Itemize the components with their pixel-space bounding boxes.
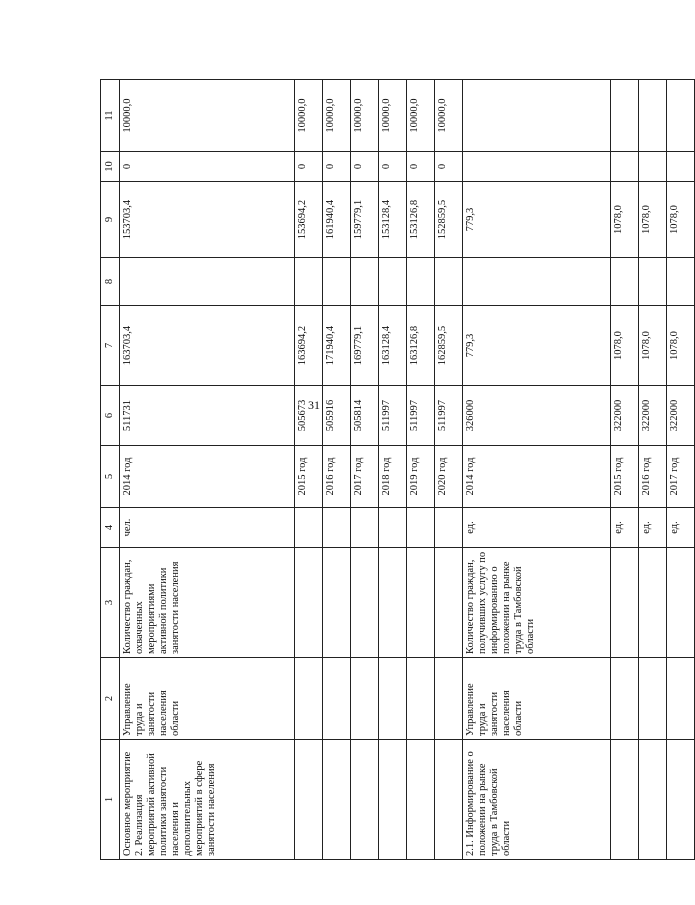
table-cell-c9: 152859,5 — [435, 182, 463, 258]
table-cell-c8 — [323, 258, 351, 306]
table-cell-c5: 2016 год — [639, 446, 667, 508]
table-cell-c1: 2.1. Информирование о положении на рынке труда в Тамбовской области — [463, 740, 611, 860]
table-cell-c3 — [667, 548, 695, 658]
table-cell-c6: 322000 — [667, 386, 695, 446]
table-cell-c1 — [639, 740, 667, 860]
col-header: 8 — [101, 258, 120, 306]
table-cell-c6: 511997 — [407, 386, 435, 446]
table-cell-c1 — [435, 740, 463, 860]
table-cell-c1 — [379, 740, 407, 860]
table-cell-c6: 505673 — [295, 386, 323, 446]
table-cell-c6: 511997 — [379, 386, 407, 446]
table-cell-c7: 779,3 — [463, 306, 611, 386]
table-cell-c6: 505916 — [323, 386, 351, 446]
table-cell-c9: 153703,4 — [120, 182, 295, 258]
table-cell-c11 — [639, 80, 667, 152]
table-cell-c5: 2015 год — [295, 446, 323, 508]
table-cell-c8 — [407, 258, 435, 306]
table-cell-c9: 161940,4 — [323, 182, 351, 258]
table-row — [639, 80, 667, 860]
table-cell-c11: 10000,0 — [351, 80, 379, 152]
table-cell-c1 — [295, 740, 323, 860]
table-cell-c3 — [407, 548, 435, 658]
table-cell-c7: 1078,0 — [639, 306, 667, 386]
table-cell-c11 — [463, 80, 611, 152]
table-cell-c8 — [611, 258, 639, 306]
table-cell-c8 — [120, 258, 295, 306]
table-cell-c2 — [667, 658, 695, 740]
table-cell-c11: 10000,0 — [379, 80, 407, 152]
table-cell-c2 — [435, 658, 463, 740]
rotated-table-sheet — [100, 80, 680, 860]
table-cell-c4: ед. — [611, 508, 639, 548]
table-cell-c1: Основное мероприятие 2. Реализация мероприятий активной политики занятости населения и дополнительных мероприятий в сфере занятости населения — [120, 740, 295, 860]
table-cell-c11 — [667, 80, 695, 152]
table-row — [407, 80, 435, 860]
table-cell-c11: 10000,0 — [407, 80, 435, 152]
table-cell-c11: 10000,0 — [295, 80, 323, 152]
table-cell-c11 — [611, 80, 639, 152]
table-cell-c10: 0 — [379, 152, 407, 182]
col-header: 9 — [101, 182, 120, 258]
table-cell-c5: 2020 год — [435, 446, 463, 508]
table-row — [323, 80, 351, 860]
table-cell-c8 — [435, 258, 463, 306]
table-cell-c7: 163703,4 — [120, 306, 295, 386]
table-cell-c3 — [379, 548, 407, 658]
table-cell-c10: 0 — [435, 152, 463, 182]
table-cell-c6: 322000 — [611, 386, 639, 446]
table-cell-c1 — [323, 740, 351, 860]
table-cell-c7: 1078,0 — [667, 306, 695, 386]
table-cell-c8 — [463, 258, 611, 306]
table-row — [463, 80, 611, 860]
table-cell-c5: 2014 год — [120, 446, 295, 508]
table-cell-c2 — [379, 658, 407, 740]
table-cell-c5: 2017 год — [351, 446, 379, 508]
budget-table — [100, 79, 695, 860]
table-cell-c9: 159779,1 — [351, 182, 379, 258]
table-cell-c2: Управление труда и занятости населения области — [463, 658, 611, 740]
table-cell-c3: Количество граждан, получивших услугу по информированию о положении на рынке труда в Тамбовской области — [463, 548, 611, 658]
table-row — [295, 80, 323, 860]
table-cell-c1 — [351, 740, 379, 860]
col-header: 11 — [101, 80, 120, 152]
table-cell-c6: 511731 — [120, 386, 295, 446]
table-row — [379, 80, 407, 860]
table-cell-c2 — [295, 658, 323, 740]
table-cell-c4 — [323, 508, 351, 548]
table-cell-c4 — [407, 508, 435, 548]
table-cell-c5: 2014 год — [463, 446, 611, 508]
table-cell-c9: 1078,0 — [611, 182, 639, 258]
table-cell-c4 — [435, 508, 463, 548]
table-cell-c7: 1078,0 — [611, 306, 639, 386]
table-cell-c3 — [323, 548, 351, 658]
col-header: 2 — [101, 658, 120, 740]
table-cell-c4: ед. — [667, 508, 695, 548]
table-cell-c4: чел. — [120, 508, 295, 548]
table-cell-c4: ед. — [463, 508, 611, 548]
table-cell-c9: 779,3 — [463, 182, 611, 258]
table-cell-c3 — [435, 548, 463, 658]
table-cell-c2 — [639, 658, 667, 740]
table-cell-c3 — [639, 548, 667, 658]
table-row — [667, 80, 695, 860]
table-row — [120, 80, 295, 860]
table-cell-c3: Количество граждан, охваченных мероприятиями активной политики занятости населения — [120, 548, 295, 658]
table-cell-c10 — [463, 152, 611, 182]
table-cell-c4 — [295, 508, 323, 548]
table-cell-c3 — [351, 548, 379, 658]
table-cell-c1 — [611, 740, 639, 860]
col-header: 1 — [101, 740, 120, 860]
table-cell-c7: 163128,4 — [379, 306, 407, 386]
col-header: 7 — [101, 306, 120, 386]
col-header: 6 — [101, 386, 120, 446]
table-cell-c5: 2016 год — [323, 446, 351, 508]
header-row — [101, 80, 120, 860]
table-cell-c8 — [351, 258, 379, 306]
table-cell-c9: 1078,0 — [667, 182, 695, 258]
table-cell-c8 — [639, 258, 667, 306]
col-header: 3 — [101, 548, 120, 658]
table-cell-c7: 163694,2 — [295, 306, 323, 386]
table-cell-c10 — [639, 152, 667, 182]
table-cell-c4: ед. — [639, 508, 667, 548]
table-cell-c11: 10000,0 — [435, 80, 463, 152]
table-cell-c1 — [407, 740, 435, 860]
page-number: 31 — [308, 398, 320, 412]
table-cell-c10: 0 — [295, 152, 323, 182]
table-row — [611, 80, 639, 860]
table-cell-c8 — [667, 258, 695, 306]
table-cell-c1 — [667, 740, 695, 860]
table-cell-c4 — [351, 508, 379, 548]
table-cell-c5: 2018 год — [379, 446, 407, 508]
table-cell-c7: 163126,8 — [407, 306, 435, 386]
table-cell-c7: 162859,5 — [435, 306, 463, 386]
table-cell-c8 — [295, 258, 323, 306]
table-cell-c6: 322000 — [639, 386, 667, 446]
table-cell-c8 — [379, 258, 407, 306]
table-cell-c7: 169779,1 — [351, 306, 379, 386]
table-cell-c4 — [379, 508, 407, 548]
table-cell-c10: 0 — [323, 152, 351, 182]
table-cell-c3 — [611, 548, 639, 658]
col-header: 4 — [101, 508, 120, 548]
table-cell-c11: 10000,0 — [323, 80, 351, 152]
table-cell-c10: 0 — [120, 152, 295, 182]
table-cell-c9: 1078,0 — [639, 182, 667, 258]
table-cell-c2 — [323, 658, 351, 740]
table-cell-c9: 153126,8 — [407, 182, 435, 258]
table-cell-c9: 153128,4 — [379, 182, 407, 258]
table-cell-c11: 10000,0 — [120, 80, 295, 152]
table-cell-c10: 0 — [351, 152, 379, 182]
table-cell-c10 — [611, 152, 639, 182]
col-header: 5 — [101, 446, 120, 508]
table-cell-c6: 505814 — [351, 386, 379, 446]
table-cell-c6: 326000 — [463, 386, 611, 446]
table-cell-c10: 0 — [407, 152, 435, 182]
table-cell-c2 — [351, 658, 379, 740]
table-cell-c5: 2015 год — [611, 446, 639, 508]
table-cell-c2 — [611, 658, 639, 740]
table-cell-c3 — [295, 548, 323, 658]
table-cell-c2 — [407, 658, 435, 740]
col-header: 10 — [101, 152, 120, 182]
table-cell-c5: 2019 год — [407, 446, 435, 508]
table-cell-c6: 511997 — [435, 386, 463, 446]
table-cell-c10 — [667, 152, 695, 182]
table-cell-c9: 153694,2 — [295, 182, 323, 258]
table-cell-c2: Управление труда и занятости населения области — [120, 658, 295, 740]
table-cell-c5: 2017 год — [667, 446, 695, 508]
table-row — [351, 80, 379, 860]
table-cell-c7: 171940,4 — [323, 306, 351, 386]
table-row — [435, 80, 463, 860]
